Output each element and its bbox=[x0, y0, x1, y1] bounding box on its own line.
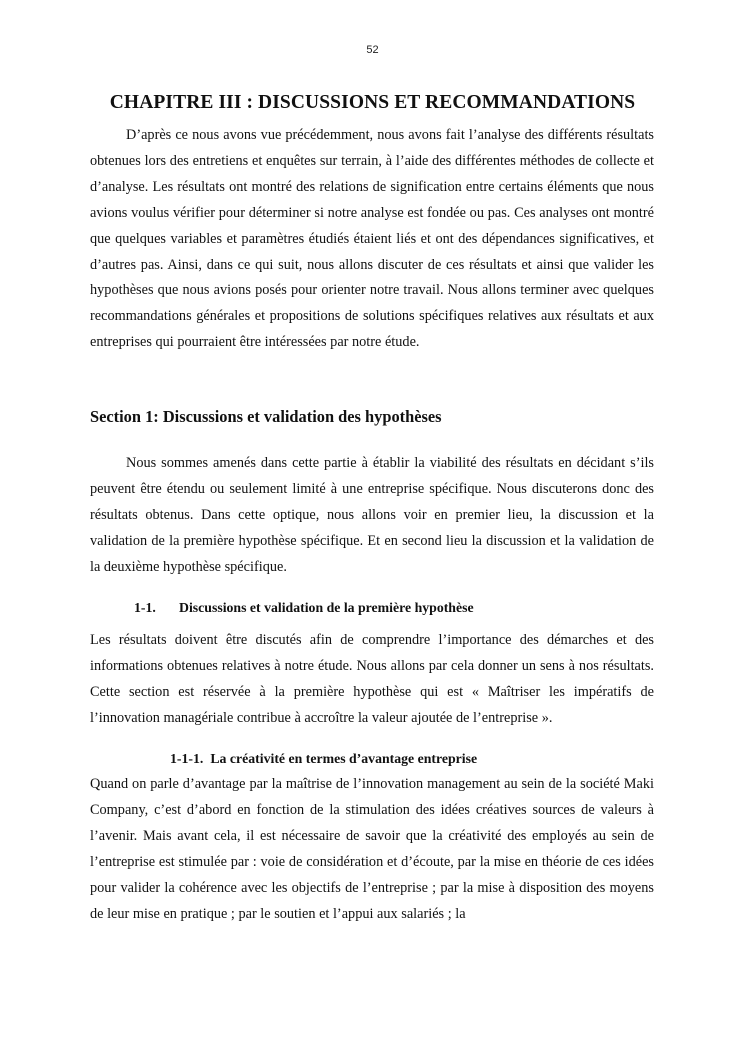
chapter-title: CHAPITRE III : DISCUSSIONS ET RECOMMANDATIONS bbox=[109, 92, 636, 113]
intro-paragraph: D’après ce nous avons vue précédemment, nous avons fait l’analyse des différents résultats obtenues lors des entretiens et enquêtes sur terrain, à l’aide des différentes méthodes de collecte et d’analyse. Les résultats ont montré des relations de signification entre certains éléments que nous avions voulus vérifier pour déterminer si notre analyse est fondée ou pas. Ces analyses ont montré que quelques variables et paramètres étudiés étaient liés et ont des dépendances significatives, et d’autres pas. Ainsi, dans ce qui suit, nous allons discuter de ces résultats et ainsi que valider les hypothèses que nous avions posés pour orienter notre travail. Nous allons terminer avec quelques recommandations générales et propositions de solutions spécifiques relatives aux résultats et aux entreprises qui pourraient être intéressées par notre étude. bbox=[90, 127, 654, 351]
section-1-title: Section 1: Discussions et validation des hypothèses bbox=[90, 407, 442, 426]
page-number: 52 bbox=[366, 44, 379, 56]
section-1-paragraph: Nous sommes amenés dans cette partie à établir la viabilité des résultats en décidant s’ils peuvent être étendu ou seulement limité à une entreprise spécifique. Nous discuterons donc des résultats obtenus. Dans cette optique, nous allons voir en premier lieu, la discussion et la validation de la première hypothèse spécifique. Et en second lieu la discussion et la validation de la deuxième hypothèse spécifique. bbox=[90, 455, 654, 575]
subsection-1-1-heading bbox=[134, 600, 474, 616]
subsection-1-1-paragraph: Les résultats doivent être discutés afin de comprendre l’importance des démarches et des informations obtenues relatives à notre étude. Nous allons par cela donner un sens à nos résultats. Cette section est réservée à la première hypothèse qui est « Maîtriser les impératifs de l’innovation managériale contribue à accroître la valeur ajoutée de l’entreprise ». bbox=[90, 632, 654, 726]
subsection-1-1-title: Discussions et validation de la première hypothèse bbox=[179, 600, 474, 615]
subsection-1-1-1-paragraph: Quand on parle d’avantage par la maîtrise de l’innovation management au sein de la société Maki Company, c’est d’abord en fonction de la stimulation des idées créatives sources de valeurs à l’avenir. Mais avant cela, il est nécessaire de savoir que la créativité des employés au sein de l’entreprise est stimulée par : voie de considération et d’écoute, par la mise en théorie de ces idées pour valider la cohérence avec les objectifs de l’entreprise ; par la mise à disposition des moyens de leur mise en pratique ; par le soutien et l’appui aux salariés ; la bbox=[90, 776, 654, 922]
subsection-1-1-1-heading bbox=[170, 751, 477, 767]
subsection-1-1-1-number: 1-1-1. bbox=[170, 751, 204, 766]
subsection-1-1-1-title: La créativité en termes d’avantage entreprise bbox=[210, 751, 478, 766]
subsection-1-1-number: 1-1. bbox=[134, 600, 156, 615]
